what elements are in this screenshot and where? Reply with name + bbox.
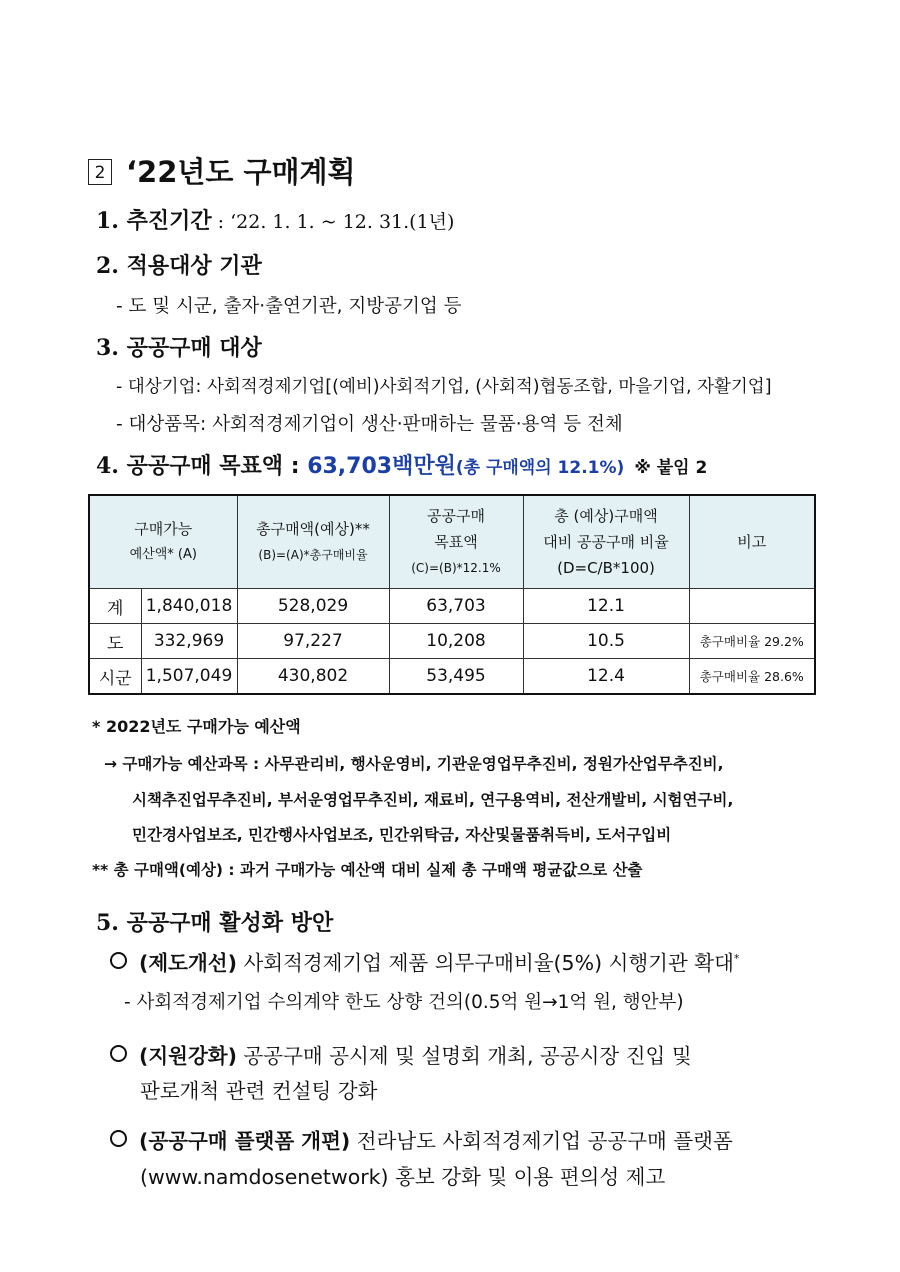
cell-a: 1,507,049	[141, 659, 237, 695]
cell-b: 528,029	[237, 589, 389, 624]
circle-bullet-icon	[110, 1130, 127, 1147]
section-title-text: ‘22년도 구매계획	[126, 155, 356, 189]
item-purchase-target-bullet-1: - 대상기업: 사회적경제기업[(예비)사회적기업, (사회적)협동조합, 마을기업, 자활기업]	[116, 377, 772, 397]
cell-d: 10.5	[523, 624, 689, 659]
header-available-budget-line2: 예산액* (A)	[129, 547, 197, 562]
item-target-org-bullet: - 도 및 시군, 출자·출연기관, 지방공기업 등	[116, 296, 462, 317]
policy-platform-head: (공공구매 플랫폼 개편)	[139, 1129, 351, 1153]
cell-d: 12.4	[523, 659, 689, 695]
policy-platform-text: 전라남도 사회적경제기업 공공구매 플랫폼	[350, 1129, 733, 1153]
cell-a: 332,969	[141, 624, 237, 659]
cell-note: 총구매비율 28.6%	[689, 659, 815, 695]
policy-institutional-text: 사회적경제기업 제품 의무구매비율(5%) 시행기관 확대	[236, 951, 734, 975]
table-row	[89, 624, 815, 659]
target-label: 4. 공공구매 목표액	[96, 453, 284, 479]
policy-institutional-head: (제도개선)	[139, 951, 237, 975]
footnote-1-detail-3: 민간경사업보조, 민간행사사업보조, 민간위탁금, 자산및물품취득비, 도서구입비	[132, 826, 672, 844]
section-title	[88, 150, 356, 191]
policy-platform	[110, 1124, 733, 1154]
policy-institutional	[110, 946, 739, 976]
header-remarks: 비고	[689, 495, 815, 589]
header-total-purchase	[237, 495, 389, 589]
target-amount: 63,703백만원	[307, 454, 456, 479]
policy-support-line2: 판로개척 관련 컨설팅 강화	[140, 1079, 378, 1103]
footnote-2: ** 총 구매액(예상) : 과거 구매가능 예산액 대비 실제 총 구매액 평균값으로 산출	[92, 861, 643, 879]
target-ratio: (총 구매액의 12.1%)	[455, 458, 625, 478]
cell-c: 63,703	[389, 589, 523, 624]
cell-note: 총구매비율 29.2%	[689, 624, 815, 659]
cell-b: 430,802	[237, 659, 389, 695]
cell-note	[689, 589, 815, 624]
item-period	[96, 204, 454, 235]
cell-c: 10,208	[389, 624, 523, 659]
header-available-budget	[89, 495, 237, 589]
footnote-1: * 2022년도 구매가능 예산액	[92, 717, 301, 736]
header-total-purchase-line1: 총구매액(예상)**	[256, 520, 370, 538]
item-target-org-label: 2. 적용대상 기관	[96, 253, 262, 279]
section-number-box: 2	[88, 159, 112, 185]
header-public-target-line3: (C)=(B)*12.1%	[411, 561, 501, 575]
cell-a: 1,840,018	[141, 589, 237, 624]
row-name: 시군	[89, 659, 141, 695]
circle-bullet-icon	[110, 1045, 127, 1062]
policy-support-head: (지원강화)	[139, 1044, 237, 1068]
header-public-ratio	[523, 495, 689, 589]
header-public-ratio-line3: (D=C/B*100)	[557, 559, 655, 577]
table-header-row	[89, 495, 815, 589]
policy-platform-line2: (www.namdosenetwork) 홍보 강화 및 이용 편의성 제고	[140, 1165, 666, 1189]
target-reference: ※ 붙임 2	[634, 458, 708, 478]
policy-institutional-sup: *	[733, 952, 740, 966]
policy-support-text: 공공구매 공시제 및 설명회 개최, 공공시장 진입 및	[236, 1044, 692, 1068]
table-row	[89, 589, 815, 624]
cell-c: 53,495	[389, 659, 523, 695]
footnote-1-detail-1: → 구매가능 예산과목 : 사무관리비, 행사운영비, 기관운영업무추진비, 정원가산업무추진비,	[104, 755, 724, 773]
header-public-target-line2: 목표액	[434, 533, 478, 551]
target-amount-line	[96, 449, 707, 480]
circle-bullet-icon	[110, 952, 127, 969]
header-total-purchase-line2: (B)=(A)*총구매비율	[258, 548, 368, 562]
header-available-budget-line1: 구매가능	[134, 520, 193, 538]
row-name: 계	[89, 589, 141, 624]
cell-b: 97,227	[237, 624, 389, 659]
header-public-ratio-line2: 대비 공공구매 비율	[543, 533, 669, 551]
header-public-ratio-line1: 총 (예상)구매액	[554, 507, 658, 525]
target-sep: :	[283, 454, 308, 479]
item-period-value: : ‘22. 1. 1. ~ 12. 31.(1년)	[211, 211, 455, 233]
item-period-label: 1. 추진기간	[96, 208, 212, 234]
header-public-target-line1: 공공구매	[427, 507, 485, 525]
cell-d: 12.1	[523, 589, 689, 624]
item-purchase-target-label: 3. 공공구매 대상	[96, 335, 262, 361]
policy-institutional-sub: - 사회적경제기업 수의계약 한도 상향 건의(0.5억 원→1억 원, 행안부)	[124, 992, 684, 1013]
table-row	[89, 659, 815, 695]
header-public-target	[389, 495, 523, 589]
section5-title: 5. 공공구매 활성화 방안	[96, 910, 334, 936]
footnote-1-detail-2: 시책추진업무추진비, 부서운영업무추진비, 재료비, 연구용역비, 전산개발비, 시험연구비,	[132, 791, 734, 809]
policy-support	[110, 1039, 692, 1069]
row-name: 도	[89, 624, 141, 659]
budget-table	[88, 494, 816, 695]
item-purchase-target-bullet-2: - 대상품목: 사회적경제기업이 생산·판매하는 물품·용역 등 전체	[116, 414, 623, 435]
